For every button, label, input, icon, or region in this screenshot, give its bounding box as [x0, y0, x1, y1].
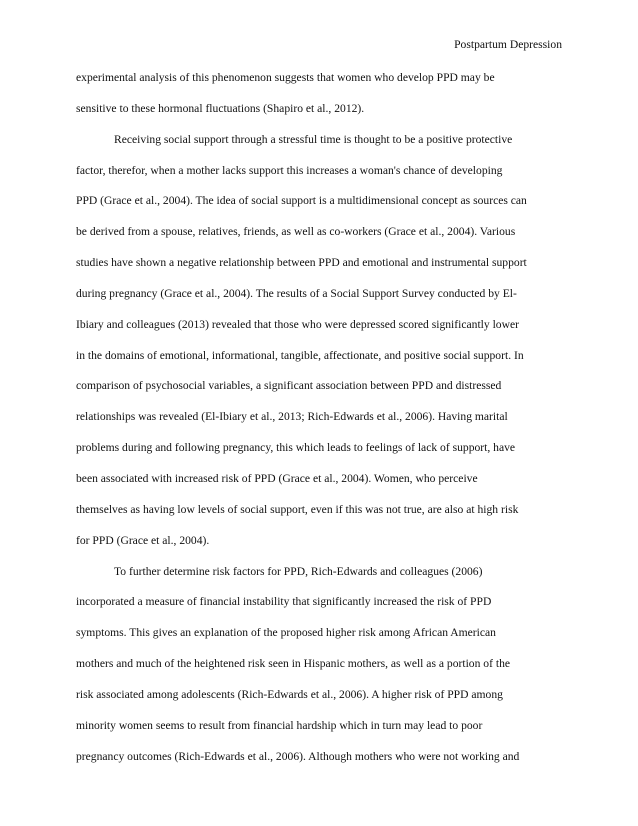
- text-line: minority women seems to result from financial hardship which in turn may lead to poor: [76, 718, 483, 732]
- body-text: [76, 70, 564, 779]
- text-line: Ibiary and colleagues (2013) revealed that those who were depressed scored significantly lower: [76, 317, 519, 331]
- text-line: been associated with increased risk of PPD (Grace et al., 2004). Women, who perceive: [76, 471, 478, 485]
- text-line: mothers and much of the heightened risk seen in Hispanic mothers, as well as a portion of the: [76, 657, 511, 671]
- text-line: comparison of psychosocial variables, a significant association between PPD and distressed: [76, 379, 502, 393]
- text-line: problems during and following pregnancy, this which leads to feelings of lack of support, have: [76, 441, 516, 455]
- text-line: themselves as having low levels of social support, even if this was not true, are also at high risk: [76, 502, 519, 516]
- text-line: in the domains of emotional, informational, tangible, affectionate, and positive social support. In: [76, 348, 524, 362]
- text-line: relationships was revealed (El-Ibiary et al., 2013; Rich-Edwards et al., 2006). Having marital: [76, 410, 508, 424]
- running-head: Postpartum Depression: [454, 38, 562, 51]
- text-line: incorporated a measure of financial instability that significantly increased the risk of PPD: [76, 595, 492, 609]
- text-line: studies have shown a negative relationship between PPD and emotional and instrumental support: [76, 256, 527, 270]
- text-line: experimental analysis of this phenomenon suggests that women who develop PPD may be: [76, 71, 495, 84]
- text-line: for PPD (Grace et al., 2004).: [76, 533, 210, 547]
- text-line: PPD (Grace et al., 2004). The idea of social support is a multidimensional concept as sources can: [76, 194, 527, 208]
- text-line: symptoms. This gives an explanation of the proposed higher risk among African American: [76, 626, 496, 640]
- text-line: sensitive to these hormonal fluctuations (Shapiro et al., 2012).: [76, 101, 365, 115]
- text-line: pregnancy outcomes (Rich-Edwards et al., 2006). Although mothers who were not working and: [76, 749, 520, 763]
- text-line: be derived from a spouse, relatives, friends, as well as co-workers (Grace et al., 2004). Various: [76, 225, 516, 239]
- text-line: during pregnancy (Grace et al., 2004). The results of a Social Support Survey conducted by El-: [76, 286, 517, 300]
- text-line: factor, therefor, when a mother lacks support this increases a woman's chance of developing: [76, 163, 503, 177]
- text-line: To further determine risk factors for PPD, Rich-Edwards and colleagues (2006): [114, 564, 483, 578]
- text-line: risk associated among adolescents (Rich-Edwards et al., 2006). A higher risk of PPD among: [76, 687, 503, 701]
- text-line: Receiving social support through a stressful time is thought to be a positive protective: [114, 132, 513, 146]
